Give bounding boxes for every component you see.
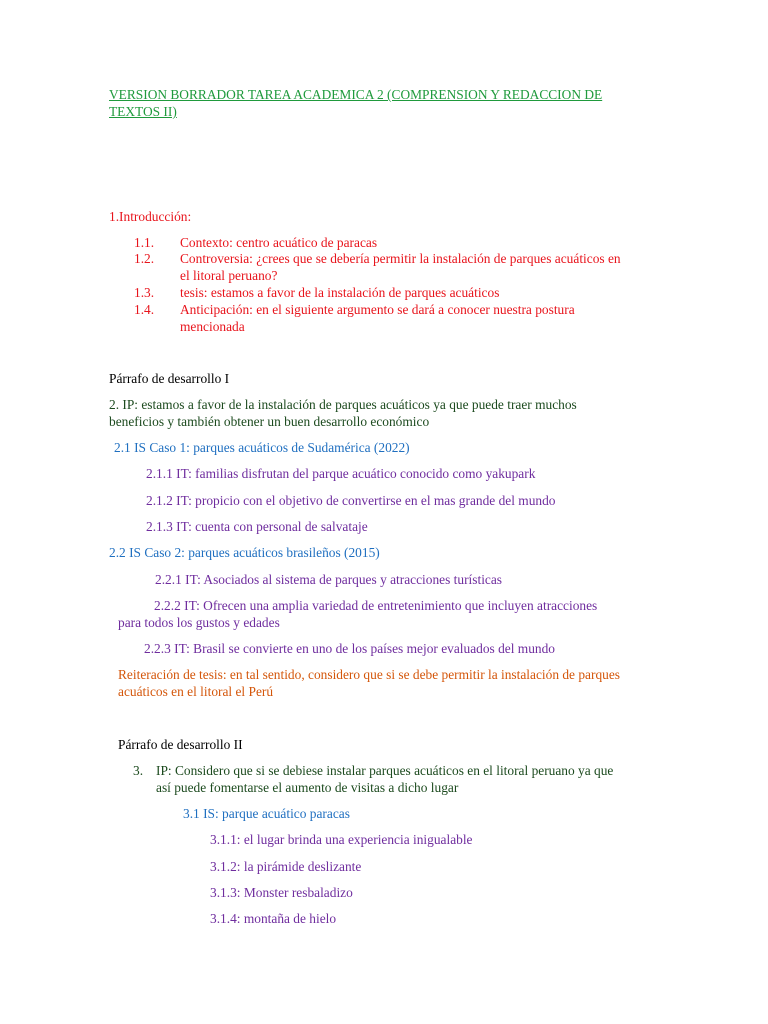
paragraph-2-heading: Párrafo de desarrollo II <box>118 737 243 752</box>
p1-is-case-2: 2.2 IS Caso 2: parques acuáticos brasileños (2015) <box>109 545 380 560</box>
document-title-line-1: VERSION BORRADOR TAREA ACADEMICA 2 (COMPRENSION Y REDACCION DE <box>109 87 603 102</box>
intro-item-num: 1.1. <box>134 235 155 250</box>
intro-item-text: Controversia: ¿crees que se debería permitir la instalación de parques acuáticos en <box>180 251 621 266</box>
p1-is-case-1: 2.1 IS Caso 1: parques acuáticos de Sudamérica (2022) <box>114 440 410 455</box>
intro-item-text-continued: el litoral peruano? <box>180 268 278 283</box>
p1-it-2-2-3: 2.2.3 IT: Brasil se convierte en uno de los países mejor evaluados del mundo <box>144 641 555 656</box>
p1-ip-line-1: 2. IP: estamos a favor de la instalación de parques acuáticos ya que puede traer muchos <box>109 397 577 412</box>
p1-it-2-2-2-continued: para todos los gustos y edades <box>118 615 280 630</box>
p2-it-3-1-4: 3.1.4: montaña de hielo <box>210 911 337 926</box>
intro-item-num: 1.3. <box>134 285 155 300</box>
p2-ip-num: 3. <box>133 763 144 778</box>
p1-ip-line-2: beneficios y también obtener un buen desarrollo económico <box>109 414 430 429</box>
p2-it-3-1-3: 3.1.3: Monster resbaladizo <box>210 885 353 900</box>
p1-it-2-2-1: 2.2.1 IT: Asociados al sistema de parques y atracciones turísticas <box>155 572 503 587</box>
intro-item-text: Anticipación: en el siguiente argumento se dará a conocer nuestra postura <box>180 302 575 317</box>
p1-it-2-1-3: 2.1.3 IT: cuenta con personal de salvataje <box>146 519 368 534</box>
p2-ip-line-1: IP: Considero que si se debiese instalar parques acuáticos en el litoral peruano ya que <box>156 763 614 778</box>
p1-it-2-1-1: 2.1.1 IT: familias disfrutan del parque acuático conocido como yakupark <box>146 466 536 481</box>
intro-item-text-continued: mencionada <box>180 319 245 334</box>
thesis-reiteration-line-2: acuáticos en el litoral el Perú <box>118 684 274 699</box>
intro-heading: 1.Introducción: <box>109 209 192 224</box>
p2-it-3-1-1: 3.1.1: el lugar brinda una experiencia inigualable <box>210 832 473 847</box>
p2-ip-line-2: así puede fomentarse el aumento de visitas a dicho lugar <box>156 780 459 795</box>
p1-it-2-2-2: 2.2.2 IT: Ofrecen una amplia variedad de entretenimiento que incluyen atracciones <box>154 598 598 613</box>
intro-item-num: 1.2. <box>134 251 155 266</box>
p2-is: 3.1 IS: parque acuático paracas <box>183 806 350 821</box>
intro-item-text: tesis: estamos a favor de la instalación de parques acuáticos <box>180 285 500 300</box>
intro-item-text: Contexto: centro acuático de paracas <box>180 235 378 250</box>
p1-it-2-1-2: 2.1.2 IT: propicio con el objetivo de convertirse en el mas grande del mundo <box>146 493 556 508</box>
document-title-line-2: TEXTOS II) <box>109 104 177 119</box>
thesis-reiteration-line-1: Reiteración de tesis: en tal sentido, considero que si se debe permitir la instalación de parques <box>118 667 620 682</box>
paragraph-1-heading: Párrafo de desarrollo I <box>109 371 230 386</box>
intro-item-num: 1.4. <box>134 302 155 317</box>
p2-it-3-1-2: 3.1.2: la pirámide deslizante <box>210 859 362 874</box>
